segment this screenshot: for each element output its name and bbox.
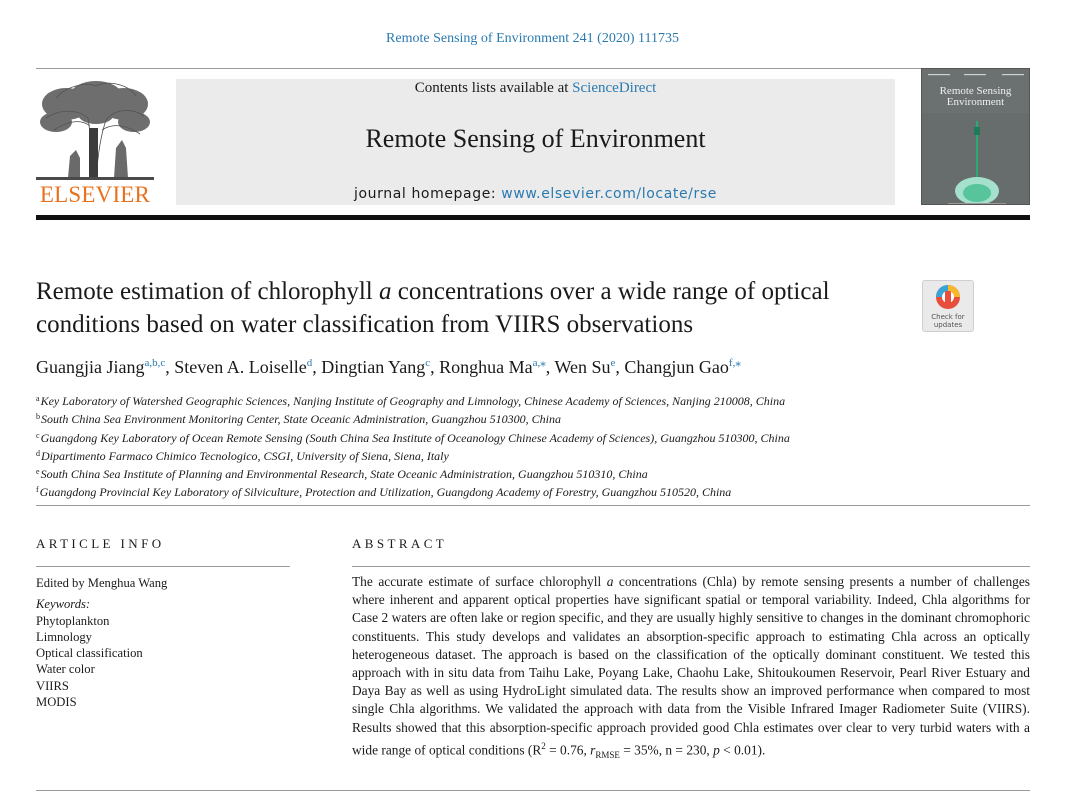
affiliation-item: $^c$Guangdong Key Laboratory of Ocean Remote Sensing (South China Sea Institute of Oceanology Chinese Academy of Sciences), Guangzhou 510300, China — [36, 430, 790, 445]
affiliation-list — [36, 391, 1036, 501]
contents-line — [176, 80, 895, 97]
keyword-item[interactable]: VIIRS — [36, 678, 69, 693]
contents-prefix: Contents lists available at — [414, 80, 573, 96]
cover-masthead-line — [928, 73, 1023, 78]
check-for-updates-badge[interactable] — [922, 280, 974, 332]
affiliation-item: $^b$South China Sea Environment Monitoring Center, State Oceanic Administration, Guangzhou 510300, China — [36, 412, 561, 427]
keyword-item[interactable]: Phytoplankton — [36, 613, 110, 628]
author-affiliation-sup[interactable]: f,⁎ — [728, 357, 741, 369]
author[interactable]: Changjun Gao$^{f,⁎}$ — [624, 357, 741, 377]
author-affiliation-sup[interactable]: a,⁎ — [532, 357, 546, 369]
author[interactable]: Wen Su$^e$, — [554, 357, 625, 377]
author-affiliation-sup[interactable]: e — [610, 357, 616, 369]
elsevier-wordmark: ELSEVIER — [39, 182, 151, 207]
abstract-rule — [352, 566, 1030, 567]
cover-artwork — [922, 113, 1030, 205]
edited-by: Edited by Menghua Wang — [36, 576, 168, 590]
article-title: Remote estimation of chlorophyll a concentrations over a wide range of optical conditions based on water classification from VIIRS observations — [36, 278, 830, 338]
author[interactable]: Steven A. Loiselle$^d$, — [174, 357, 322, 377]
journal-homepage — [176, 186, 895, 202]
journal-citation[interactable]: Remote Sensing of Environment 241 (2020) 111735 — [386, 31, 679, 46]
affiliations-rule — [36, 505, 1030, 506]
cover-title: Remote Sensing Environment — [939, 85, 1012, 108]
author[interactable]: Ronghua $Ma^{a,⁎}$, — [439, 357, 555, 377]
keyword-item[interactable]: Water color — [36, 662, 95, 677]
header-bottom-rule — [36, 215, 1030, 220]
homepage-link[interactable]: www.elsevier.com/locate/rse — [501, 186, 717, 202]
author[interactable]: Guangjia Jiang$^{a,b,c}$, — [36, 357, 175, 377]
affiliation-item: $^d$Dipartimento Farmaco Chimico Tecnologico, CSGI, University of Siena, Siena, Italy — [36, 448, 449, 463]
article-info-rule — [36, 566, 290, 567]
author-affiliation-sup[interactable]: a,b,c — [144, 357, 166, 369]
article-info-heading: ARTICLE INFO — [36, 536, 165, 551]
keyword-item[interactable]: Optical classification — [36, 646, 143, 661]
keyword-item[interactable]: MODIS — [36, 695, 77, 710]
homepage-prefix: journal homepage: — [354, 186, 502, 202]
check-for-updates-label: Check for updates — [931, 313, 965, 329]
journal-title: Remote Sensing of Environment — [365, 124, 706, 153]
affiliation-item: $^a$Key Laboratory of Watershed Geographic Sciences, Nanjing Institute of Geography and Limnology, Chinese Academy of Sciences, Nanjing 210008, China — [36, 394, 786, 408]
keyword-item[interactable]: Limnology — [36, 629, 92, 644]
author-list — [36, 356, 741, 378]
header-top-rule — [36, 68, 1030, 69]
author-affiliation-sup[interactable]: d — [306, 357, 313, 369]
sciencedirect-link[interactable]: ScienceDirect — [572, 80, 657, 96]
author[interactable]: Dingtian Yang$^c$, — [321, 357, 440, 377]
journal-cover-thumbnail[interactable] — [921, 68, 1030, 205]
affiliation-item: $^e$South China Sea Institute of Planning and Environmental Research, State Oceanic Administration, Guangzhou 510310, China — [36, 467, 648, 482]
keywords-label: Keywords: — [36, 597, 91, 612]
article-info-block — [36, 575, 296, 710]
affiliation-item: $^f$Guangdong Provincial Key Laboratory of Silviculture, Protection and Utilization, Guangdong Academy of Forestry, Guangzhou 510520, China — [36, 485, 732, 500]
abstract-heading: ABSTRACT — [352, 536, 448, 551]
author-affiliation-sup[interactable]: c — [425, 357, 431, 369]
abstract-text: The accurate estimate of surface chlorophyll a concentrations (Chla) by remote sensing presents a number of challenges where inherent and apparent optical properties have significant spatial or temporal variability. Indeed, Chla algorithms for Case 2 waters are often lake or region specific, and they are usually highly sensitive to changes in the dominant chromophoric constituents. This study develops and validates an absorption-specific approach to estimating Chla across an optically heterogeneous dataset. The approach is based on the classification of the optically dominant constituent. We tested this approach with in situ data from Taihu Lake, Poyang Lake, Chaohu Lake, Shitoukoumen Reservoir, Pearl River Estuary and Daya Bay as well as using HydroLight simulated data. The results show an improved performance when compared to most single Chla algorithms. We validated the approach with data from the Visible Infrared Imager Radiometer Suite (VIIRS). Results showed that this absorption-specific approach provided good Chla estimates over clear to very turbid waters with a wide range of optical conditions ($R^2 = 0.76$, $r_{RMSE} = 35\%$, n = 230, p < 0.01). — [352, 574, 1030, 760]
